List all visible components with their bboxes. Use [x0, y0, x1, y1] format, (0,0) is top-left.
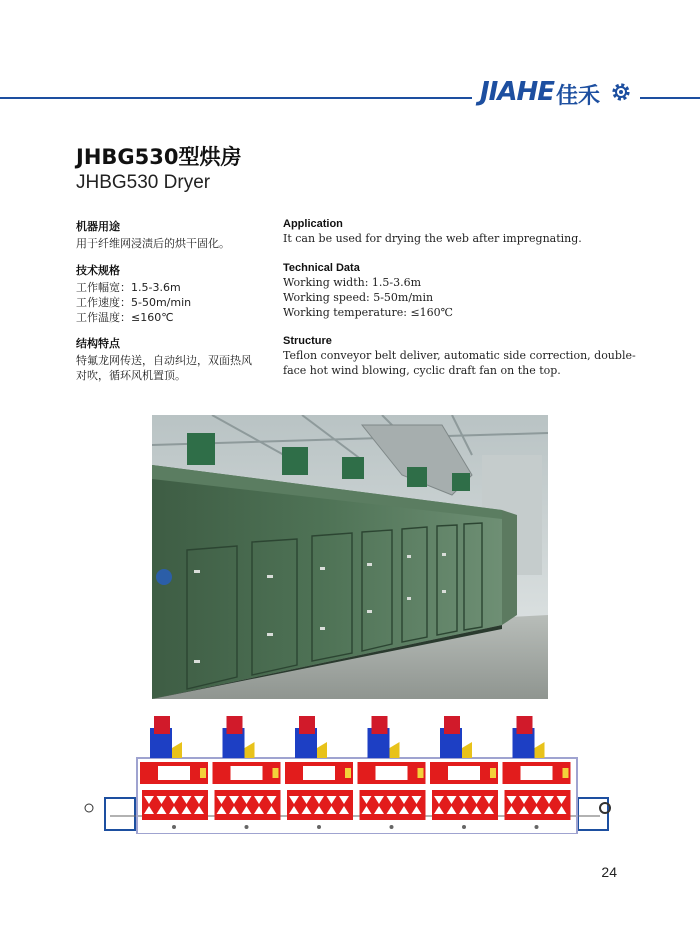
section-line: Working temperature: ≤160℃ [283, 306, 453, 319]
section-heading: Structure [283, 335, 332, 347]
logo-text: JIAHE [480, 77, 554, 107]
plenum-window [376, 766, 408, 780]
roller-icon [535, 825, 539, 829]
section-en-technical [283, 262, 453, 320]
plenum-window [231, 766, 263, 780]
section-line: 对吹，循环风机置顶。 [76, 369, 186, 382]
section-heading: 结构特点 [76, 337, 120, 350]
section-cn-technical [76, 262, 191, 325]
section-en-structure [283, 335, 636, 378]
section-cn-structure [76, 335, 252, 383]
motor-head-icon [444, 716, 460, 734]
plenum-window [303, 766, 335, 780]
gear-icon [611, 82, 631, 102]
motor-head-icon [299, 716, 315, 734]
section-line: It can be used for drying the web after impregnating. [283, 232, 582, 245]
motor-head-icon [517, 716, 533, 734]
nozzle-box [215, 790, 281, 820]
header-rule-left [0, 97, 472, 99]
brand-logo [480, 75, 635, 115]
roller-icon [317, 825, 321, 829]
duct-icon [462, 742, 472, 758]
section-line: 工作温度：≤160℃ [76, 311, 174, 324]
header-rule-right [640, 97, 700, 99]
heater-icon [490, 768, 496, 778]
plenum-window [448, 766, 480, 780]
roller-icon [390, 825, 394, 829]
roller-icon [245, 825, 249, 829]
section-line: face hot wind blowing, cyclic draft fan on the top. [283, 364, 561, 377]
section-cn-application [76, 218, 230, 251]
section-line: 用于纤维网浸渍后的烘干固化。 [76, 237, 230, 250]
motor-head-icon [227, 716, 243, 734]
section-line: 工作速度：5-50m/min [76, 296, 192, 309]
nozzle-box [360, 790, 426, 820]
motor-head-icon [372, 716, 388, 734]
heater-icon [200, 768, 206, 778]
plenum-window [521, 766, 553, 780]
dryer-schematic-diagram [80, 712, 620, 834]
section-line: 特氟龙网传送，自动纠边，双面热风 [76, 354, 252, 367]
heater-icon [563, 768, 569, 778]
section-heading: 机器用途 [76, 220, 120, 233]
nozzle-box [142, 790, 208, 820]
section-heading: Application [283, 218, 343, 230]
duct-icon [390, 742, 400, 758]
section-en-application [283, 218, 582, 246]
plenum-window [158, 766, 190, 780]
section-line: Teflon conveyor belt deliver, automatic side correction, double- [283, 349, 636, 362]
dryer-photo [152, 415, 548, 699]
motor-head-icon [154, 716, 170, 734]
heater-icon [418, 768, 424, 778]
section-heading: 技术规格 [76, 264, 120, 277]
section-heading: Technical Data [283, 262, 360, 274]
heater-icon [273, 768, 279, 778]
page-title-cn: JHBG530型烘房 [76, 145, 242, 169]
roller-icon [462, 825, 466, 829]
section-line: Working speed: 5-50m/min [283, 291, 434, 304]
nozzle-box [505, 790, 571, 820]
duct-icon [172, 742, 182, 758]
page-title-en: JHBG530 Dryer [76, 172, 211, 193]
section-line: Working width: 1.5-3.6m [283, 276, 422, 289]
nozzle-box [287, 790, 353, 820]
duct-icon [317, 742, 327, 758]
section-line: 工作幅宽：1.5-3.6m [76, 281, 181, 294]
nozzle-box [432, 790, 498, 820]
duct-icon [245, 742, 255, 758]
duct-icon [535, 742, 545, 758]
page-number: 24 [601, 864, 617, 880]
logo-cn-text: 佳禾 [556, 84, 601, 109]
roller-icon [172, 825, 176, 829]
heater-icon [345, 768, 351, 778]
